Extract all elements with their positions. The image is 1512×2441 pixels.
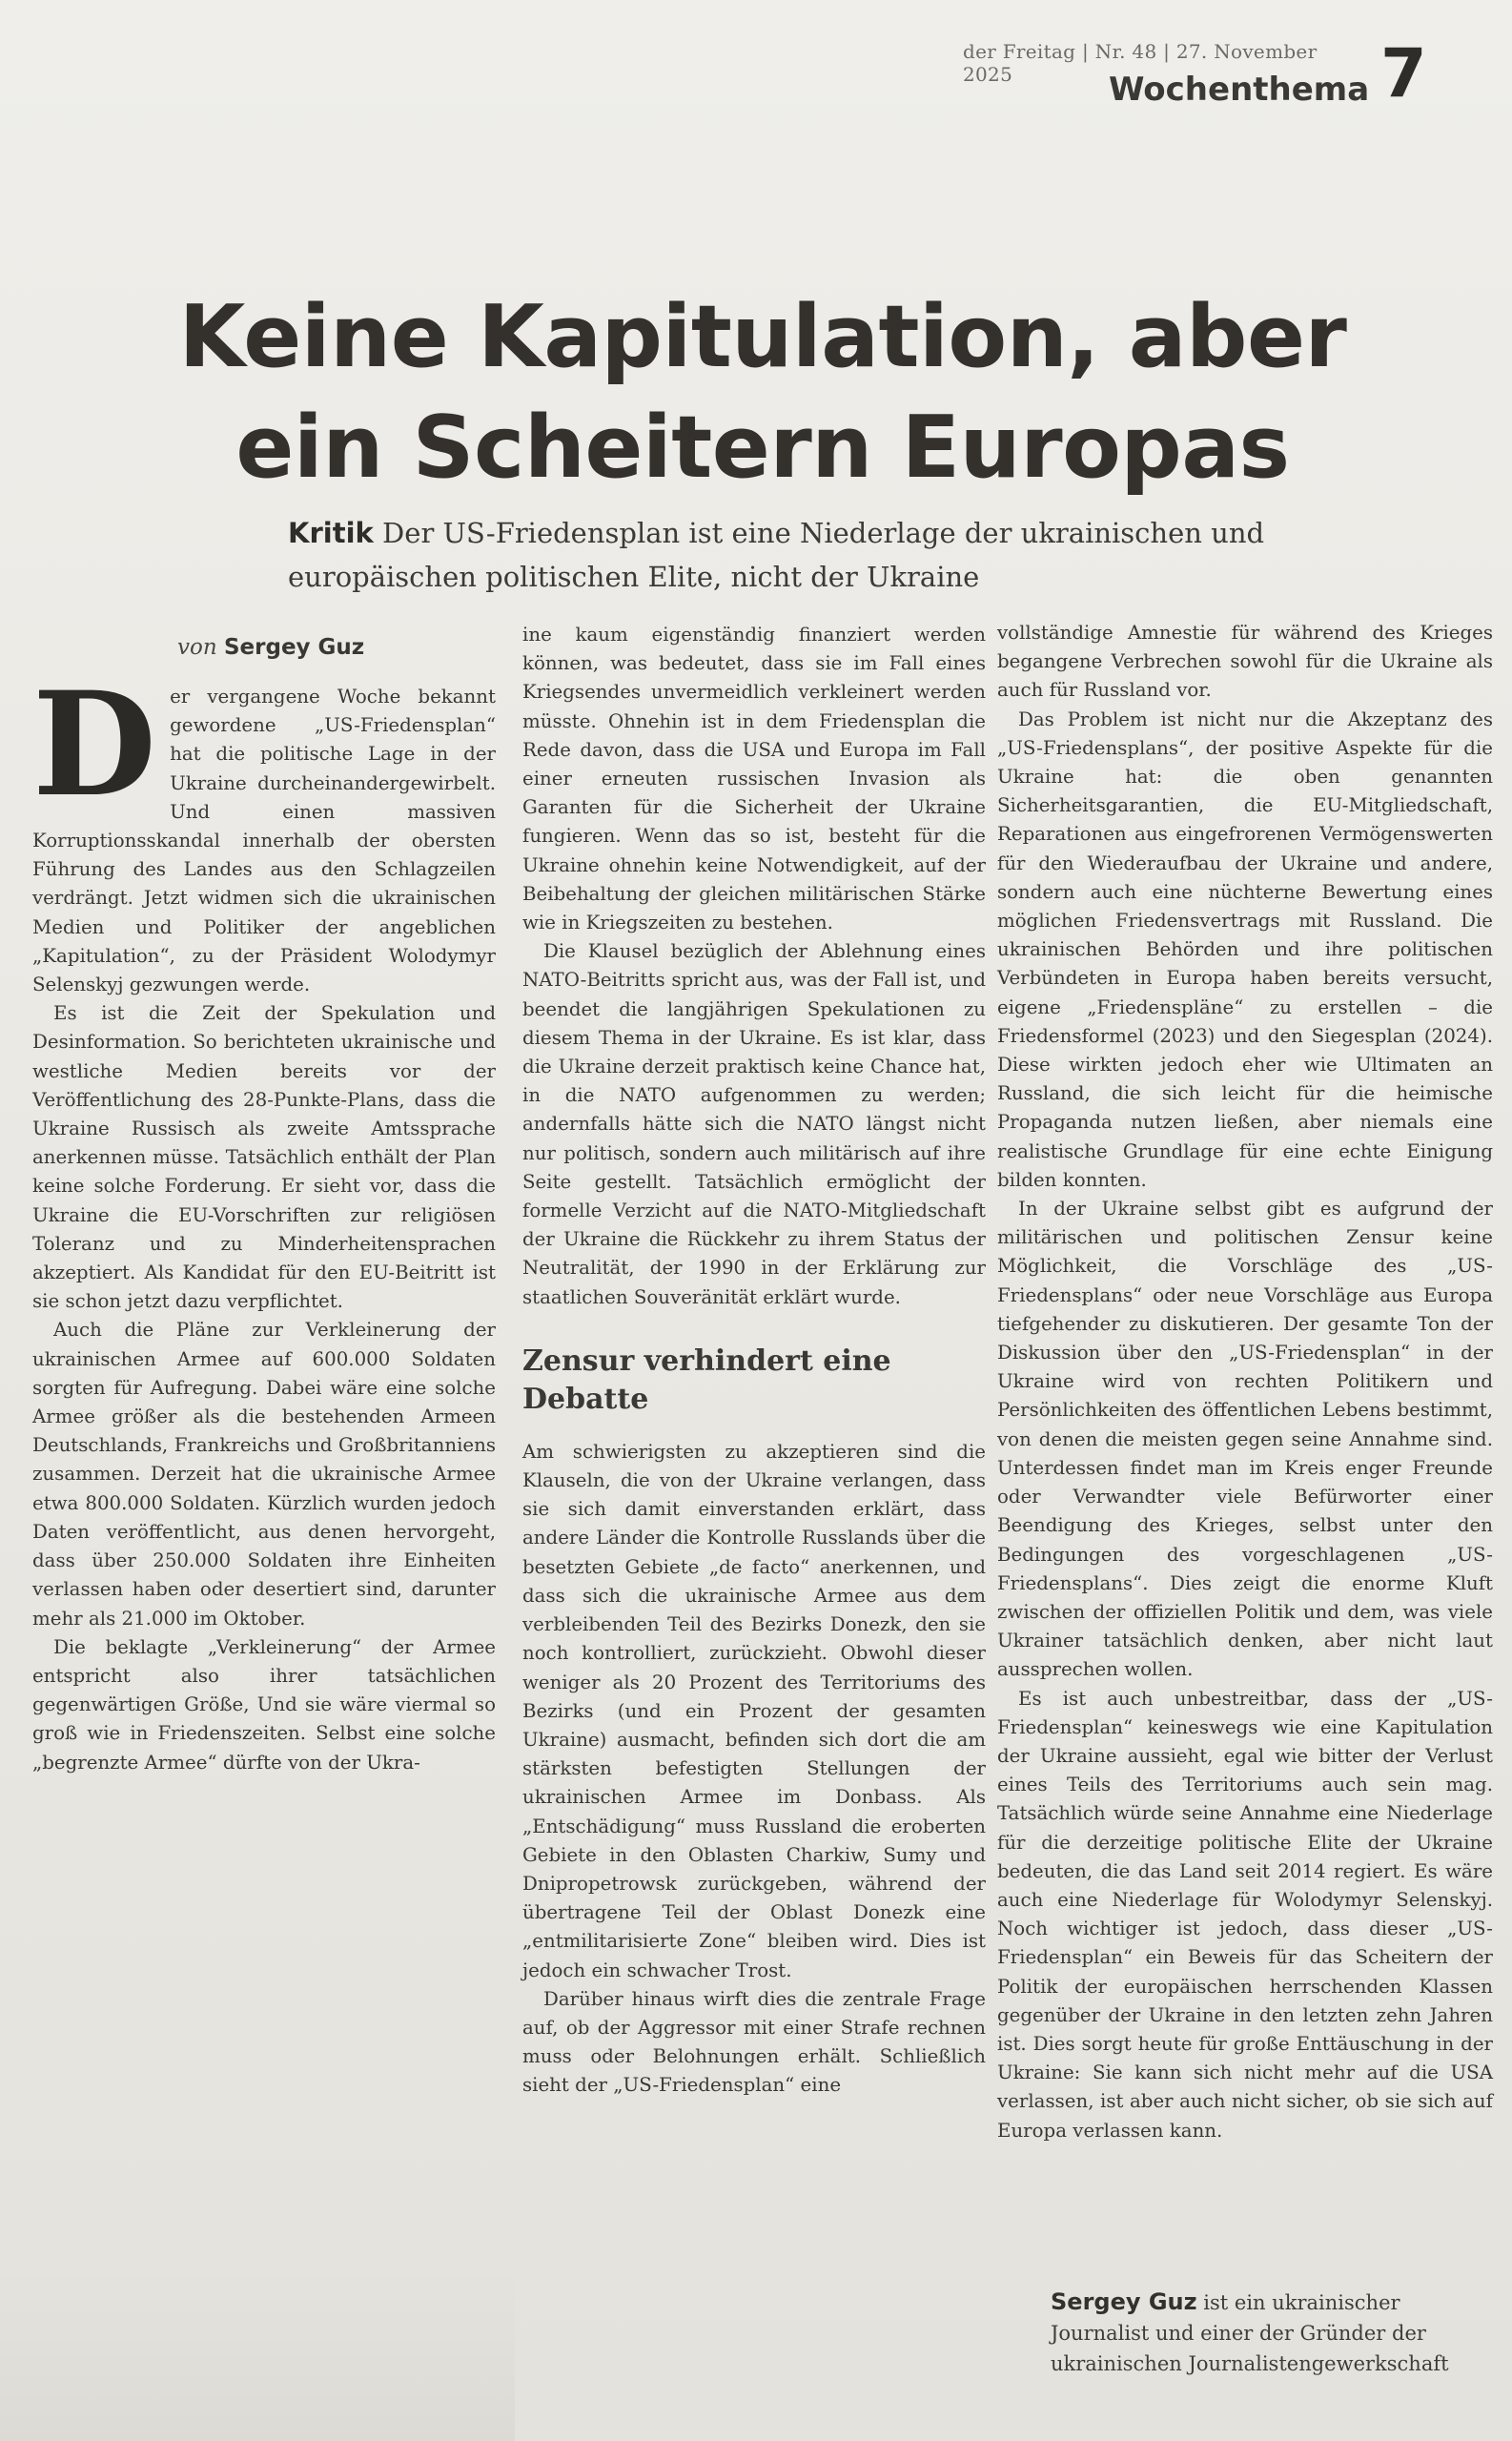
author-note	[1051, 2287, 1499, 2379]
paragraph: vollständige Amnestie für während des Krieges begangene Verbrechen sowohl für die Ukraine als auch für Russland vor.	[997, 622, 1493, 702]
article-column-1	[32, 661, 496, 1777]
teaser-kicker: Kritik	[288, 517, 374, 549]
paragraph: Der vergangene Woche bekannt gewordene „US-Friedensplan“ hat die politische Lage in der Ukraine durcheinandergewirbelt. Und einen massiven Korruptionsskandal innerhalb der obersten Führung des Landes aus den Schlagzeilen verdrängt. Jetzt widmen sich die ukrainischen Medien und Politiker der angeblichen „Kapitulation“, zu der Präsident Wolodymyr Selenskyj gezwungen werde.	[32, 661, 496, 996]
article-column-2	[522, 621, 986, 2101]
issue-meta: der Freitag | Nr. 48 | 27. November 2025	[963, 40, 1318, 86]
byline-author: Sergey Guz	[223, 635, 365, 660]
paragraph: Darüber hinaus wirft dies die zentrale Frage auf, ob der Aggressor mit einer Strafe rechnen muss oder Belohnungen erhält. Schließlich sieht der „US-Friedensplan“ eine	[522, 1987, 986, 2097]
article-column-3	[997, 619, 1493, 2145]
paragraph: Das Problem ist nicht nur die Akzeptanz des „US-Friedensplans“, der positive Aspekte für die Ukraine hat: die oben genannten Sicherheitsgarantien, die EU-Mitgliedschaft, Reparationen aus eingefrorenen Vermögenswerten für den Wiederaufbau der Ukraine und andere, sondern auch eine nüchterne Bewertung eines möglichen Friedensvertrags mit Russland. Die ukrainischen Behörden und ihre politischen Verbündeten in Europa haben bereits versucht, eigene „Friedenspläne“ zu erstellen – die Friedensformel (2023) und den Siegesplan (2024). Diese wirkten jedoch eher wie Ultimaten an Russland, die sich leicht für die heimische Propaganda nutzen ließen, aber niemals eine realistische Grundlage für eine echte Einigung bilden konnten.	[997, 708, 1493, 1191]
drop-cap: D	[32, 661, 157, 829]
byline-prefix: von	[177, 635, 217, 660]
author-note-bio: ist ein ukrainischer Journalist und einer der Gründer der ukrainischen Journalistengewerkschaft	[1051, 2291, 1449, 2375]
author-note-name: Sergey Guz	[1051, 2288, 1197, 2315]
teaser	[288, 511, 1279, 599]
headline	[153, 282, 1373, 503]
paragraph: Auch die Pläne zur Verkleinerung der ukrainischen Armee auf 600.000 Soldaten sorgten für Aufregung. Dabei wäre eine solche Armee größer als die bestehenden Armeen Deutschlands, Frankreichs und Großbritanniens zusammen. Derzeit hat die ukrainische Armee etwa 800.000 Soldaten. Kürzlich wurden jedoch Daten veröffentlicht, aus denen hervorgeht, dass über 250.000 Soldaten ihre Einheiten verlassen haben oder desertiert sind, darunter mehr als 21.000 im Oktober.	[32, 1319, 496, 1630]
subheading: Zensur verhindert eine Debatte	[522, 1344, 891, 1416]
paragraph: In der Ukraine selbst gibt es aufgrund der militärischen und politischen Zensur keine Möglichkeit, die Vorschläge des „US-Friedensplans“ oder neue Vorschläge aus Europa tiefgehender zu diskutieren. Der gesamte Ton der Diskussion über den „US-Friedensplan“ in der Ukraine wird von rechten Politikern und Persönlichkeiten des öffentlichen Lebens bestimmt, von denen die meisten gegen seine Annahme sind. Unterdessen findet man im Kreis enger Freunde oder Verwandter viele Befürworter einer Beendigung des Krieges, selbst unter den Bedingungen des vorgeschlagenen „US-Friedensplans“. Dies zeigt die enorme Kluft zwischen der offiziellen Politik und dem, was viele Ukrainer tatsächlich denken, aber nicht laut aussprechen wollen.	[997, 1198, 1493, 1681]
headline-line-2: ein Scheitern Europas	[235, 398, 1290, 498]
paragraph: Die beklagte „Verkleinerung“ der Armee entspricht also ihrer tatsächlichen gegenwärtigen Größe, Und sie wäre viermal so groß wie in Friedenszeiten. Selbst eine solche „begrenzte Armee“ dürfte von der Ukra-	[32, 1635, 496, 1774]
paragraph: Es ist die Zeit der Spekulation und Desinformation. So berichteten ukrainische und westliche Medien bereits vor der Veröffentlichung des 28-Punkte-Plans, dass die Ukraine Russisch als zweite Amtssprache anerkennen müsse. Tatsächlich enthält der Plan keine solche Forderung. Er sieht vor, dass die Ukraine die EU-Vorschriften zur religiösen Toleranz und zu Minderheitensprachen akzeptiert. Als Kandidat für den EU-Beitritt ist sie schon jetzt dazu verpflichtet.	[32, 1002, 496, 1313]
headline-line-1: Keine Kapitulation, aber	[178, 287, 1347, 387]
teaser-text: Der US-Friedensplan ist eine Niederlage der ukrainischen und europäischen politischen Elite, nicht der Ukraine	[288, 517, 1265, 593]
byline	[177, 635, 501, 660]
page-shadow	[0, 2269, 515, 2441]
paragraph: ine kaum eigenständig finanziert werden können, was bedeutet, dass sie im Fall eines Kriegsendes unvermeidlich verkleinert werden müsste. Ohnehin ist in dem Friedensplan die Rede davon, dass die USA und Europa im Fall einer erneuten russischen Invasion als Garanten für die Sicherheit der Ukraine fungieren. Wenn das so ist, besteht für die Ukraine ohnehin keine Notwendigkeit, auf der Beibehaltung der gleichen militärischen Stärke wie in Kriegszeiten zu bestehen.	[522, 624, 986, 934]
section-title: Wochenthema	[1109, 71, 1370, 109]
paragraph: Am schwierigsten zu akzeptieren sind die Klauseln, die von der Ukraine verlangen, dass sie sich damit einverstanden erklärt, dass andere Länder die Kontrolle Russlands über die besetzten Gebiete „de facto“ anerkennen, und dass sich die ukrainische Armee aus dem verbleibenden Teil des Bezirks Donezk, den sie noch kontrolliert, zurückzieht. Obwohl dieser weniger als 20 Prozent des Territoriums des Bezirks (und ein Prozent der gesamten Ukraine) ausmacht, befinden sich dort die am stärksten befestigten Stellungen der ukrainischen Armee im Donbass. Als „Entschädigung“ muss Russland die eroberten Gebiete in den Oblasten Charkiw, Sumy und Dnipropetrowsk zurückgeben, während der übertragene Teil der Oblast Donezk eine „entmilitarisierte Zone“ bleiben wird. Dies ist jedoch ein schwacher Trost.	[522, 1440, 986, 1981]
page-number: 7	[1380, 34, 1427, 113]
paragraph: Die Klausel bezüglich der Ablehnung eines NATO-Beitritts spricht aus, was der Fall ist, und beendet die langjährigen Spekulationen zu diesem Thema in der Ukraine. Es ist klar, dass die Ukraine derzeit praktisch keine Chance hat, in die NATO aufgenommen zu werden; andernfalls hätte sich die NATO längst nicht nur politisch, sondern auch militärisch auf ihre Seite gestellt. Tatsächlich ermöglicht der formelle Verzicht auf die NATO-Mitgliedschaft der Ukraine die Rückkehr zu ihrem Status der Neutralität, der 1990 in der Erklärung zur staatlichen Souveränität erklärt wurde.	[522, 940, 986, 1308]
paragraph: Es ist auch unbestreitbar, dass der „US-Friedensplan“ keineswegs wie eine Kapitulation der Ukraine aussieht, egal wie bitter der Verlust eines Teils des Territoriums auch sein mag. Tatsächlich würde seine Annahme eine Niederlage für die derzeitige politische Elite der Ukraine bedeuten, die das Land seit 2014 regiert. Es wäre auch eine Niederlage für Wolodymyr Selenskyj. Noch wichtiger ist jedoch, dass dieser „US-Friedensplan“ ein Beweis für das Scheitern der Politik der europäischen herrschenden Klassen gegenüber der Ukraine in den letzten zehn Jahren ist. Dies sorgt heute für große Enttäuschung in der Ukraine: Sie kann sich nicht mehr auf die USA verlassen, ist aber auch nicht sicher, ob sie sich auf Europa verlassen kann.	[997, 1687, 1493, 2142]
